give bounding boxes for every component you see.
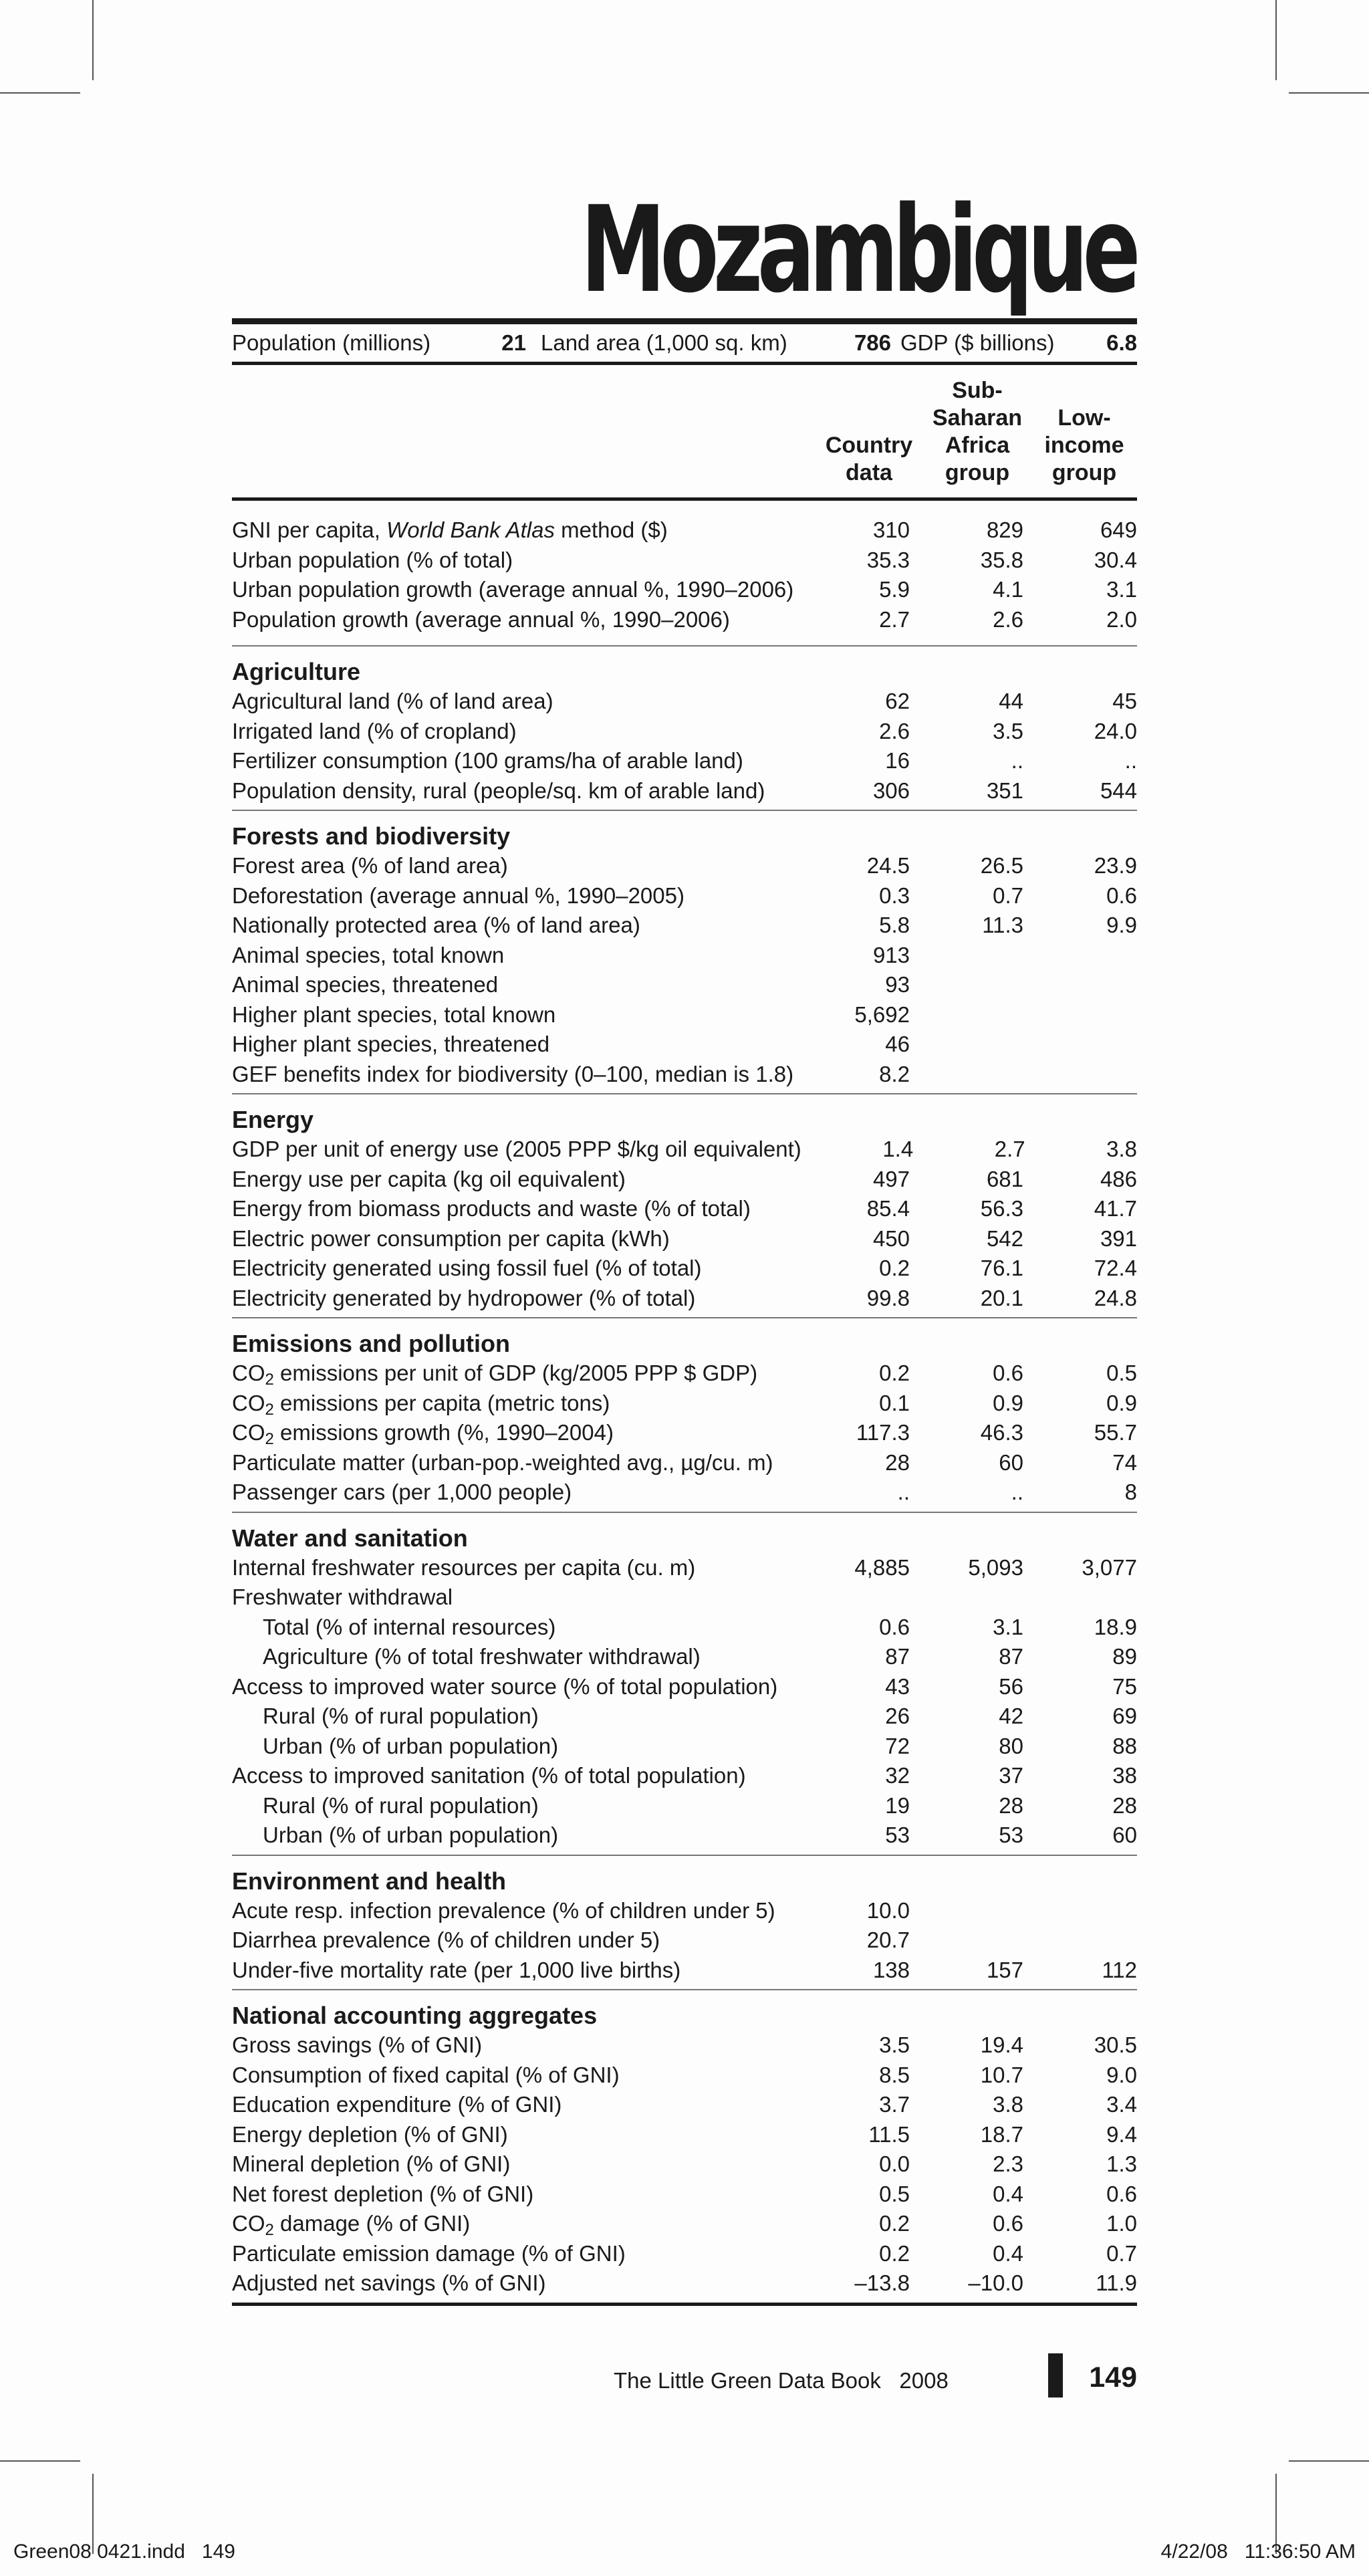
summary-label: GDP ($ billions) [900,330,1055,355]
summary-label: Population (millions) [232,330,431,355]
table-section [232,1990,1137,2303]
country-value: 93 [885,972,910,997]
ssa-value: 80 [999,1733,1023,1758]
row-label: Mineral depletion (% of GNI) [232,2151,511,2176]
row-label: Irrigated land (% of cropland) [232,718,517,743]
row-label: Urban population (% of total) [232,547,513,572]
table-row [232,1732,1137,1762]
ssa-value: 2.6 [993,606,1023,632]
low-income-value: 0.9 [1106,1390,1137,1415]
footer-year: 2008 [899,2368,949,2393]
slug-timestamp: 4/22/08 11:36:50 AM [1160,2541,1356,2563]
ssa-value: 20.1 [980,1285,1023,1310]
ssa-value [910,1583,1023,1613]
table-row [232,1389,1137,1419]
ssa-value [910,941,1023,971]
ssa-value: 0.9 [993,1390,1023,1415]
low-income-value: 24.0 [1094,718,1137,743]
row-label: Particulate matter (urban-pop.-weighted avg., µg/cu. m) [232,1449,773,1475]
row-label: GDP per unit of energy use (2005 PPP $/kg oil equivalent) [232,1137,801,1161]
row-label: Deforestation (average annual %, 1990–2005) [232,883,684,908]
country-value: 3.5 [879,2032,910,2057]
row-label: Higher plant species, threatened [232,1032,550,1056]
row-label: Acute resp. infection prevalence (% of children under 5) [232,1897,775,1923]
summary-label: Land area (1,000 sq. km) [541,330,787,355]
table-row [232,2209,1137,2239]
low-income-value [1023,941,1137,971]
country-value: 497 [872,1166,910,1191]
country-value: 306 [872,778,910,803]
low-income-value: 28 [1112,1792,1137,1818]
print-slug [13,2541,1356,2567]
row-label: Access to improved sanitation (% of total population) [232,1763,746,1788]
country-value: 85.4 [866,1196,910,1221]
ssa-value [910,1925,1023,1956]
row-label: Net forest depletion (% of GNI) [232,2181,534,2206]
table-section [232,1318,1137,1512]
row-label: Forest area (% of land area) [232,853,508,878]
row-label: Urban population growth (average annual %, 1990–2006) [232,577,794,602]
footer-book-title: The Little Green Data Book 2008 [614,2368,949,2393]
page-number: 149 [1089,2361,1137,2393]
ssa-value: 87 [999,1644,1023,1669]
country-value: 62 [885,689,910,713]
country-value: 0.2 [879,2240,910,2266]
low-income-value [1023,1030,1137,1060]
low-income-value: 8 [1124,1480,1137,1504]
country-value: 913 [872,942,910,967]
low-income-value [1023,1583,1137,1613]
row-label: Urban (% of urban population) [263,1733,559,1758]
country-value: 2.6 [879,718,910,743]
table-row [232,1956,1137,1986]
country-value: 28 [885,1449,910,1475]
table-row [232,1000,1137,1030]
ssa-value [910,970,1023,1000]
country-value: 5.9 [879,577,910,602]
table-row [232,851,1137,881]
row-label: Total (% of internal resources) [263,1614,556,1639]
country-value: 0.2 [879,1256,910,1280]
country-value: 24.5 [866,853,910,878]
low-income-value: 24.8 [1094,1285,1137,1310]
table-row [232,1553,1137,1583]
table-row [232,2030,1137,2061]
country-value: 99.8 [866,1285,910,1310]
low-income-value: 2.0 [1106,606,1137,632]
low-income-value: 0.5 [1106,1361,1137,1385]
country-value: 19 [885,1792,910,1818]
ssa-value: 35.8 [980,547,1023,572]
page-title: Mozambique [580,181,1135,319]
low-income-value: 3.8 [1106,1137,1138,1161]
table-row [232,1761,1137,1791]
low-income-value: 544 [1100,778,1137,803]
low-income-value: 75 [1112,1673,1137,1699]
row-label: Access to improved water source (% of total population) [232,1673,778,1699]
row-label: Particulate emission damage (% of GNI) [232,2240,626,2266]
row-label: Energy depletion (% of GNI) [232,2121,508,2147]
country-value [796,1583,910,1613]
low-income-value: 45 [1112,689,1137,713]
ssa-value: 26.5 [980,853,1023,878]
ssa-value: 4.1 [993,577,1023,602]
row-label: GEF benefits index for biodiversity (0–100, median is 1.8) [232,1061,794,1086]
low-income-value: 3.4 [1106,2092,1137,2117]
country-value: 16 [885,748,910,773]
row-label: Electricity generated using fossil fuel (% of total) [232,1256,702,1280]
section-title: Energy [232,1106,314,1133]
ssa-value: 11.3 [982,913,1023,937]
table-row [232,1224,1137,1254]
table-row [232,746,1137,776]
country-value: 0.2 [879,2211,910,2236]
row-label: Population density, rural (people/sq. km of arable land) [232,778,765,803]
ssa-value: 3.8 [993,2092,1023,2117]
column-headers [232,365,1137,497]
table-row [232,1613,1137,1643]
footer-bar [1048,2353,1063,2397]
country-value: 72 [885,1733,910,1758]
country-value: 10.0 [866,1897,910,1923]
row-label: $CO_2$ emissions per unit of GDP (kg/2005 PPP $ GDP) [232,1361,758,1389]
ssa-value: 2.7 [994,1137,1025,1161]
table-row [232,1030,1137,1060]
row-label: Rural (% of rural population) [263,1704,539,1728]
country-value: 26 [885,1704,910,1728]
low-income-value: 88 [1112,1733,1137,1758]
table-section [232,1094,1137,1317]
ssa-value: 56.3 [980,1196,1023,1221]
row-label: Fertilizer consumption (100 grams/ha of arable land) [232,748,743,773]
table-row [232,1583,1137,1613]
low-income-value [1023,1896,1137,1926]
country-value: 0.3 [879,883,910,908]
column-header: Low- income group [1044,405,1124,485]
low-income-value: 30.4 [1094,547,1137,572]
low-income-value: 0.6 [1106,2181,1137,2206]
table-row [232,2239,1137,2269]
low-income-value: 486 [1100,1166,1137,1191]
ssa-value: 351 [986,778,1023,803]
row-label: $CO_2$ emissions per capita (metric tons) [232,1390,610,1419]
table-row [232,515,1137,546]
row-label: Under-five mortality rate (per 1,000 live births) [232,1957,681,1982]
low-income-value: 74 [1112,1449,1137,1475]
row-label: Electricity generated by hydropower (% of total) [232,1285,696,1310]
low-income-value: 1.3 [1106,2151,1137,2176]
table-row [232,1448,1137,1478]
ssa-value: 0.7 [993,883,1023,908]
low-income-value: 55.7 [1094,1420,1137,1445]
row-label: Adjusted net savings (% of GNI) [232,2270,546,2295]
table-row [232,1284,1137,1314]
row-label: Nationally protected area (% of land area) [232,913,640,937]
divider [232,318,1137,324]
summary-value: 21 [501,330,526,355]
section-title: National accounting aggregates [232,2002,598,2029]
country-value: 0.2 [879,1361,910,1385]
ssa-value: 829 [986,517,1023,542]
country-value: 5,692 [854,1002,910,1027]
table-row [232,1702,1137,1732]
data-table [232,318,1137,2306]
ssa-value: 18.7 [980,2121,1023,2147]
section-title: Water and sanitation [232,1524,468,1552]
ssa-value: 0.4 [993,2240,1023,2266]
row-label: Diarrhea prevalence (% of children under 5) [232,1927,660,1952]
low-income-value: 30.5 [1094,2032,1137,2057]
low-income-value: 1.0 [1106,2211,1137,2236]
table-row [232,1821,1137,1851]
country-value: 35.3 [866,547,910,572]
ssa-value: 0.6 [993,1361,1023,1385]
table-row [232,605,1137,635]
table-body [232,501,1137,2303]
ssa-value [910,1060,1023,1090]
table-row [232,546,1137,576]
table-row [232,1194,1137,1224]
ssa-value: 542 [986,1225,1023,1251]
ssa-value: 37 [999,1763,1023,1788]
row-label: Animal species, threatened [232,972,499,997]
ssa-value: 56 [999,1673,1023,1699]
ssa-value [910,1000,1023,1030]
country-value: .. [897,1480,910,1504]
low-income-value: 89 [1112,1644,1137,1669]
table-row [232,717,1137,747]
country-value: 11.5 [868,2121,910,2147]
ssa-value: 2.3 [993,2151,1023,2176]
ssa-value: 681 [986,1166,1023,1191]
table-row [232,1478,1137,1508]
ssa-value [910,1896,1023,1926]
row-label: Passenger cars (per 1,000 people) [232,1480,572,1504]
summary-value: 786 [854,330,891,355]
country-value: 0.5 [879,2181,910,2206]
ssa-value: 42 [999,1704,1023,1728]
ssa-value: 46.3 [980,1420,1023,1445]
low-income-value: 41.7 [1094,1196,1137,1221]
low-income-value: 38 [1112,1763,1137,1788]
table-section [232,1856,1137,1990]
country-value: 8.2 [879,1061,910,1086]
ssa-value: 28 [999,1792,1023,1818]
crop-mark [1275,0,1277,80]
table-row [232,2090,1137,2120]
low-income-value: 23.9 [1094,853,1137,878]
row-label: $CO_2$ emissions growth (%, 1990–2004) [232,1420,614,1448]
table-row [232,970,1137,1000]
table-row [232,1672,1137,1702]
low-income-value: 3.1 [1106,577,1137,602]
divider [232,2303,1137,2306]
crop-mark [1289,2460,1369,2462]
crop-mark [0,92,80,94]
table-section [232,811,1137,1093]
page-footer [614,2353,1137,2400]
low-income-value: 0.6 [1106,883,1137,908]
country-value: 20.7 [866,1927,910,1952]
country-value: 0.0 [879,2151,910,2176]
row-label: Internal freshwater resources per capita (cu. m) [232,1554,696,1580]
row-label: Energy use per capita (kg oil equivalent) [232,1166,626,1191]
table-row [232,1359,1137,1389]
row-label: Urban (% of urban population) [263,1823,559,1847]
section-title: Environment and health [232,1867,507,1895]
ssa-value: –10.0 [968,2270,1023,2295]
low-income-value: 0.7 [1106,2240,1137,2266]
ssa-value: 44 [999,689,1023,713]
country-value: 117.3 [856,1420,910,1445]
ssa-value: 0.6 [993,2211,1023,2236]
ssa-value: 3.5 [993,718,1023,743]
table-row [232,687,1137,717]
country-value: 1.4 [882,1137,914,1161]
country-value: 0.6 [879,1614,910,1639]
section-title: Agriculture [232,658,361,685]
country-value: 87 [885,1644,910,1669]
low-income-value: 112 [1102,1957,1137,1982]
ssa-value: 76.1 [980,1256,1023,1280]
crop-mark [1289,92,1369,94]
row-label: Rural (% of rural population) [263,1792,539,1818]
summary-value: 6.8 [1106,330,1137,355]
low-income-value [1023,1060,1137,1090]
low-income-value: 649 [1100,517,1137,542]
low-income-value: 3,077 [1082,1554,1137,1580]
row-label: Electric power consumption per capita (kWh) [232,1225,670,1251]
low-income-value [1023,970,1137,1000]
country-value: 5.8 [879,913,910,937]
table-row [232,1165,1137,1195]
low-income-value: 18.9 [1094,1614,1137,1639]
slug-file: Green08 0421.indd 149 [13,2541,235,2563]
row-label: $CO_2$ damage (% of GNI) [232,2211,471,2239]
row-label: GNI per capita, World Bank Atlas method ($) [232,517,668,542]
ssa-value: 53 [999,1823,1023,1847]
row-label: Animal species, total known [232,942,505,967]
table-row [232,1135,1137,1165]
section-title: Emissions and pollution [232,1330,511,1357]
row-label: Education expenditure (% of GNI) [232,2092,562,2117]
table-section [232,1513,1137,1855]
table-row [232,2061,1137,2091]
low-income-value: 9.4 [1106,2121,1137,2147]
low-income-value: 391 [1100,1225,1137,1251]
row-label: Population growth (average annual %, 1990–2006) [232,606,730,632]
low-income-value: 9.9 [1106,913,1137,937]
country-value: 32 [885,1763,910,1788]
country-value: 8.5 [879,2062,910,2087]
row-label: Energy from biomass products and waste (% of total) [232,1196,751,1221]
country-value: 0.1 [879,1390,910,1415]
table-row [232,1060,1137,1090]
ssa-value: 5,093 [968,1554,1023,1580]
low-income-value [1023,1925,1137,1956]
country-value: 138 [872,1957,910,1982]
section-title: Forests and biodiversity [232,822,511,850]
table-row [232,2180,1137,2210]
table-row [232,1418,1137,1448]
country-value: 43 [885,1673,910,1699]
country-value: 310 [872,517,910,542]
row-label: Freshwater withdrawal [232,1585,453,1609]
row-label: Agricultural land (% of land area) [232,689,553,713]
ssa-value: 0.4 [993,2181,1023,2206]
table-row [232,575,1137,605]
ssa-value: .. [1011,1480,1023,1504]
ssa-value: 157 [986,1957,1023,1982]
ssa-value: .. [1011,748,1023,773]
crop-mark [92,0,94,80]
row-label: Gross savings (% of GNI) [232,2032,483,2057]
crop-mark [0,2460,80,2462]
country-value: 450 [872,1225,910,1251]
ssa-value: 60 [999,1449,1023,1475]
ssa-value: 10.7 [980,2062,1023,2087]
table-row [232,1925,1137,1956]
row-label: Consumption of fixed capital (% of GNI) [232,2062,620,2087]
column-header: Sub- Saharan Africa group [932,378,1023,485]
country-value: 2.7 [879,606,910,632]
summary-indicators [232,501,1137,645]
low-income-value: 11.9 [1096,2270,1137,2295]
table-row [232,776,1137,806]
row-label: Agriculture (% of total freshwater withdrawal) [263,1644,701,1669]
country-value: 4,885 [854,1554,910,1580]
low-income-value: .. [1124,748,1137,773]
country-value: 46 [885,1032,910,1056]
low-income-value: 9.0 [1106,2062,1137,2087]
country-value: 3.7 [879,2092,910,2117]
table-row [232,941,1137,971]
country-value: 53 [885,1823,910,1847]
table-row [232,2120,1137,2150]
table-row [232,911,1137,941]
table-row [232,881,1137,911]
column-header: Country data [825,433,913,485]
low-income-value: 69 [1112,1704,1137,1728]
table-row [232,1896,1137,1926]
table-row [232,1791,1137,1821]
low-income-value: 72.4 [1094,1256,1137,1280]
ssa-value: 19.4 [980,2032,1023,2057]
ssa-value: 3.1 [993,1614,1023,1639]
table-row [232,1642,1137,1672]
table-row [232,2149,1137,2180]
row-label: Higher plant species, total known [232,1002,556,1027]
low-income-value: 60 [1112,1823,1137,1847]
table-row [232,2268,1137,2299]
summary-bar [232,324,1137,362]
table-section [232,647,1137,810]
country-value: –13.8 [854,2270,910,2295]
table-row [232,1254,1137,1284]
ssa-value [910,1030,1023,1060]
low-income-value [1023,1000,1137,1030]
